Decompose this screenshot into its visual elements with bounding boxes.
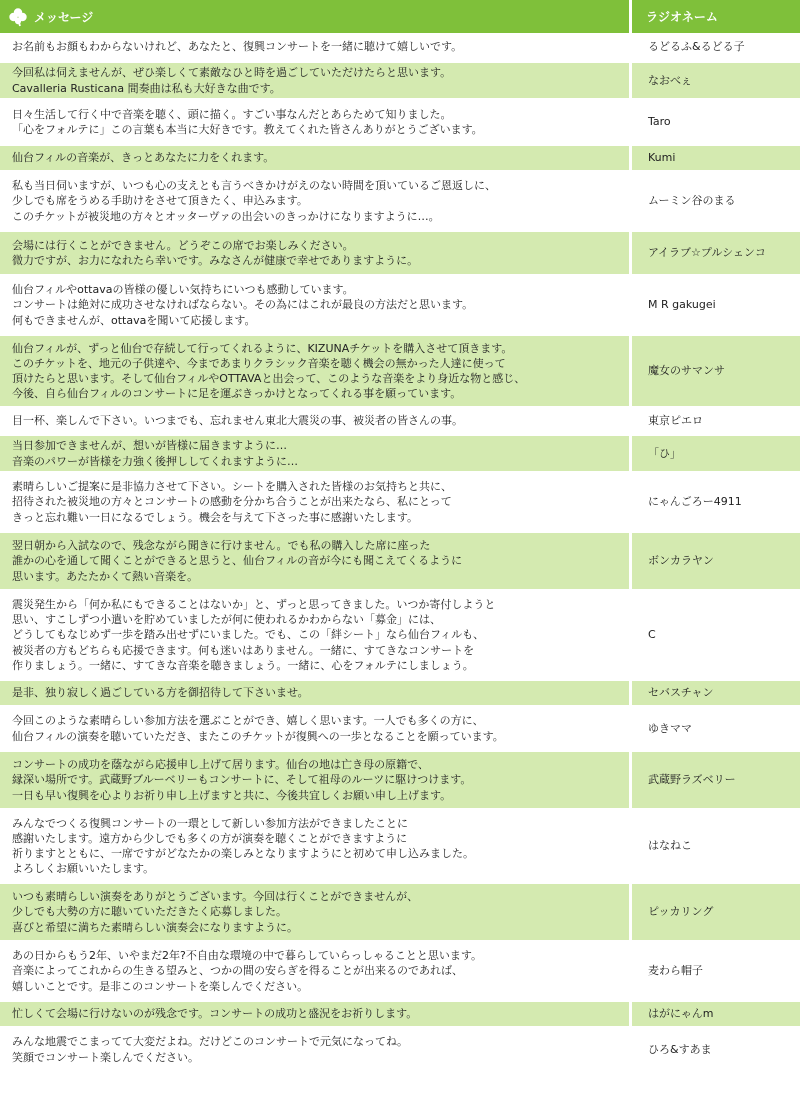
message-cell: みんなでつくる復興コンサートの一環として新しい参加方法ができましたことに 感謝いたします。遠方から少しでも多くの方が演奏を聴くことができますように 祈りますとともに、一席ですがどなたかの楽しみとなりますようにと初めて申し込みました。 よろしくお願いいたします。 bbox=[0, 811, 632, 884]
message-cell: 翌日朝から入試なので、残念ながら聞きに行けません。でも私の購入した席に座った 誰かの心を通して聞くことができると思うと、仙台フィルの音が今にも聞こえてくるように 思います。あたたかくて熱い音楽を。 bbox=[0, 533, 632, 592]
radio-name-cell: Kumi bbox=[632, 146, 800, 173]
radio-name-cell: はなねこ bbox=[632, 811, 800, 884]
message-cell: 仙台フィルやottavaの皆様の優しい気持ちにいつも感動しています。 コンサートは絶対に成功させなければならない。その為にはこれが最良の方法だと思います。 何もできませんが、ottavaを聞いて応援します。 bbox=[0, 277, 632, 336]
table-row bbox=[0, 592, 800, 681]
radio-name-cell: 武蔵野ラズベリー bbox=[632, 752, 800, 811]
message-cell: 目一杯、楽しんで下さい。いつまでも、忘れません東北大震災の事、被災者の皆さんの事。 bbox=[0, 409, 632, 436]
radio-name-cell: にゃんごろー4911 bbox=[632, 474, 800, 533]
name-column-header bbox=[632, 0, 800, 33]
radio-name-cell: セバスチャン bbox=[632, 681, 800, 708]
table-row bbox=[0, 884, 800, 943]
radio-name-cell: なおべぇ bbox=[632, 63, 800, 101]
table-row bbox=[0, 1002, 800, 1029]
message-cell: 私も当日伺いますが、いつも心の支えとも言うべきかけがえのない時間を頂いているご恩返しに、 少しでも席をうめる手助けをさせて頂きたく、申込みます。 このチケットが被災地の方々とオッターヴァの出会いのきっかけになりますように…。 bbox=[0, 173, 632, 232]
message-header-label: メッセージ bbox=[34, 10, 94, 24]
table-row bbox=[0, 232, 800, 277]
radio-name-cell: ムーミン谷のまる bbox=[632, 173, 800, 232]
clover-icon bbox=[8, 7, 28, 27]
message-cell: 是非、独り寂しく過ごしている方を御招待して下さいませ。 bbox=[0, 681, 632, 708]
message-cell: 今回私は伺えませんが、ぜひ楽しくて素敵なひと時を過ごしていただけたらと思います。 Cavalleria Rusticana 間奏曲は私も大好きな曲です。 bbox=[0, 63, 632, 101]
message-cell: お名前もお顔もわからないけれど、あなたと、復興コンサートを一緒に聴けて嬉しいです。 bbox=[0, 33, 632, 63]
message-cell: みんな地震でこまってて大変だよね。だけどこのコンサートで元気になってね。 笑顔でコンサート楽しんでください。 bbox=[0, 1029, 632, 1073]
radio-name-cell: Taro bbox=[632, 101, 800, 146]
message-cell: 今回このような素晴らしい参加方法を選ぶことができ、嬉しく思います。一人でも多くの方に、 仙台フィルの演奏を聴いていただき、またこのチケットが復興への一歩となることを願っています。 bbox=[0, 708, 632, 752]
table-row bbox=[0, 533, 800, 592]
radio-name-cell: 麦わら帽子 bbox=[632, 943, 800, 1002]
name-header-label: ラジオネーム bbox=[646, 10, 718, 24]
radio-name-cell: ゆきママ bbox=[632, 708, 800, 752]
message-column-header bbox=[0, 0, 632, 33]
radio-name-cell: 東京ピエロ bbox=[632, 409, 800, 436]
table-row bbox=[0, 681, 800, 708]
radio-name-cell: M R gakugei bbox=[632, 277, 800, 336]
table-row bbox=[0, 33, 800, 63]
table-row bbox=[0, 63, 800, 101]
message-cell: 仙台フィルが、ずっと仙台で存続して行ってくれるように、KIZUNAチケットを購入させて頂きます。 このチケットを、地元の子供達や、今まであまりクラシック音楽を聴く機会の無かった人達に使って 頂けたらと思います。そして仙台フィルやOTTAVAと出会って、このような音楽をより身近な物と感じ、 今後、自ら仙台フィルのコンサートに足を運ぶきっかけとなってくれる事を願っています。 bbox=[0, 336, 632, 409]
radio-name-cell: ひろ&すあま bbox=[632, 1029, 800, 1073]
table-row bbox=[0, 1029, 800, 1073]
message-cell: 忙しくて会場に行けないのが残念です。コンサートの成功と盛況をお祈りします。 bbox=[0, 1002, 632, 1029]
table-row bbox=[0, 277, 800, 336]
table-row bbox=[0, 146, 800, 173]
table-row bbox=[0, 752, 800, 811]
radio-name-cell: はがにゃんm bbox=[632, 1002, 800, 1029]
message-cell: あの日からもう2年、いやまだ2年?不自由な環境の中で暮らしていらっしゃることと思います。 音楽によってこれからの生きる望みと、つかの間の安らぎを得ることが出来るのであれば、 嬉しいことです。是非このコンサートを楽しんでください。 bbox=[0, 943, 632, 1002]
message-cell: 当日参加できませんが、想いが皆様に届きますように… 音楽のパワーが皆様を力強く後押ししてくれますように… bbox=[0, 436, 632, 474]
table-row bbox=[0, 173, 800, 232]
message-cell: 素晴らしいご提案に是非協力させて下さい。シートを購入された皆様のお気持ちと共に、 招待された被災地の方々とコンサートの感動を分かち合うことが出来たなら、私にとって きっと忘れ難い一日になるでしょう。機会を与えて下さった事に感謝いたします。 bbox=[0, 474, 632, 533]
radio-name-cell: アイラブ☆プルシェンコ bbox=[632, 232, 800, 277]
message-cell: 仙台フィルの音楽が、きっとあなたに力をくれます。 bbox=[0, 146, 632, 173]
table-row bbox=[0, 943, 800, 1002]
table-row bbox=[0, 409, 800, 436]
message-cell: 会場には行くことができません。どうぞこの席でお楽しみください。 微力ですが、お力になれたら幸いです。みなさんが健康で幸せでありますように。 bbox=[0, 232, 632, 277]
table-row bbox=[0, 708, 800, 752]
radio-name-cell: 魔女のサマンサ bbox=[632, 336, 800, 409]
message-cell: コンサートの成功を蔭ながら応援申し上げて居ります。仙台の地は亡き母の原籍で、 縁深い場所です。武蔵野ブルーベリーもコンサートに、そして祖母のルーツに駆けつけます。 一日も早い復興を心よりお祈り申し上げますと共に、今後共宜しくお願い申し上げます。 bbox=[0, 752, 632, 811]
message-cell: いつも素晴らしい演奏をありがとうございます。今回は行くことができませんが、 少しでも大勢の方に聴いていただきたく応募しました。 喜びと希望に満ちた素晴らしい演奏会になりますように。 bbox=[0, 884, 632, 943]
radio-name-cell: 「ひ」 bbox=[632, 436, 800, 474]
message-cell: 震災発生から「何か私にもできることはないか」と、ずっと思ってきました。いつか寄付しようと 思い、すこしずつ小遣いを貯めていましたが何に使われるかわからない「募金」には、 どうしてもなじめず一歩を踏み出せずにいました。でも、この「絆シート」なら仙台フィルも、 被災者の方もどちらも応援できます。何も迷いはありません。一緒に、すてきなコンサートを 作りましょう。一緒に、すてきな音楽を聴きましょう。一緒に、心をフォルテにしましょう。 bbox=[0, 592, 632, 681]
message-cell: 日々生活して行く中で音楽を聴く、頭に描く。すごい事なんだとあらためて知りました。 「心をフォルテに」この言葉も本当に大好きです。教えてくれた皆さんありがとうございます。 bbox=[0, 101, 632, 146]
radio-name-cell: C bbox=[632, 592, 800, 681]
table-row bbox=[0, 101, 800, 146]
radio-name-cell: ボンカラヤン bbox=[632, 533, 800, 592]
table-row bbox=[0, 474, 800, 533]
table-row bbox=[0, 336, 800, 409]
table-row bbox=[0, 811, 800, 884]
table-header bbox=[0, 0, 800, 33]
table-row bbox=[0, 436, 800, 474]
radio-name-cell: ピッカリング bbox=[632, 884, 800, 943]
radio-name-cell: るどるふ&るどる子 bbox=[632, 33, 800, 63]
